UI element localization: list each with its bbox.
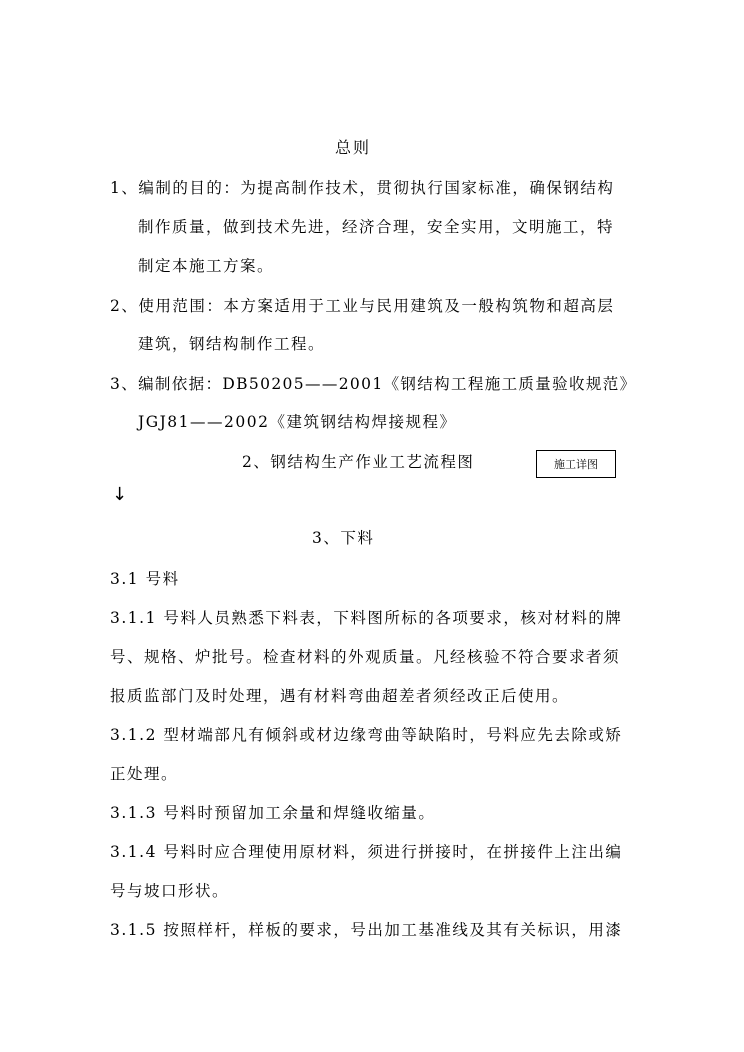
purpose-line-1: 1、编制的目的：为提高制作技术，贯彻执行国家标准，确保钢结构: [110, 179, 615, 197]
down-arrow-icon: ↓: [112, 484, 128, 505]
clause-3-1-4-line-1: 3.1.4 号料时应合理使用原材料，须进行拼接时，在拼接件上注出编: [110, 843, 623, 861]
purpose-line-2: 制作质量，做到技术先进，经济合理，安全实用，文明施工，特: [138, 218, 615, 236]
clause-3-1-2-line-2: 正处理。: [110, 765, 179, 783]
clause-3-1-1-line-1: 3.1.1 号料人员熟悉下料表，下料图所标的各项要求，核对材料的牌: [110, 609, 623, 627]
clause-3-1-2-line-1: 3.1.2 型材端部凡有倾斜或材边缘弯曲等缺陷时，号料应先去除或矫: [110, 726, 623, 744]
flow-heading: 2、钢结构生产作业工艺流程图: [242, 453, 475, 471]
clause-3-1-3-line-1: 3.1.3 号料时预留加工余量和焊缝收缩量。: [110, 804, 436, 822]
marking-subheading: 3.1 号料: [110, 570, 180, 588]
page-title: 总则: [335, 138, 372, 157]
clause-3-1-1-line-2: 号、规格、炉批号。检查材料的外观质量。凡经核验不符合要求者须: [110, 648, 621, 666]
purpose-line-3: 制定本施工方案。: [138, 257, 275, 275]
cutting-heading: 3、下料: [312, 529, 375, 547]
scope-line-2: 建筑，钢结构制作工程。: [138, 335, 326, 353]
flow-box-construction-drawing: 施工详图: [536, 450, 616, 478]
scope-line-1: 2、使用范围：本方案适用于工业与民用建筑及一般构筑物和超高层: [110, 297, 615, 315]
clause-3-1-1-line-3: 报质监部门及时处理，遇有材料弯曲超差者须经改正后使用。: [110, 687, 570, 705]
clause-3-1-5-line-1: 3.1.5 按照样杆，样板的要求，号出加工基准线及其有关标识，用漆: [110, 921, 623, 939]
basis-line-1: 3、编制依据：DB50205——2001《钢结构工程施工质量验收规范》: [110, 375, 637, 393]
basis-line-2: JGJ81——2002《建筑钢结构焊接规程》: [138, 413, 457, 431]
clause-3-1-4-line-2: 号与坡口形状。: [110, 882, 230, 900]
